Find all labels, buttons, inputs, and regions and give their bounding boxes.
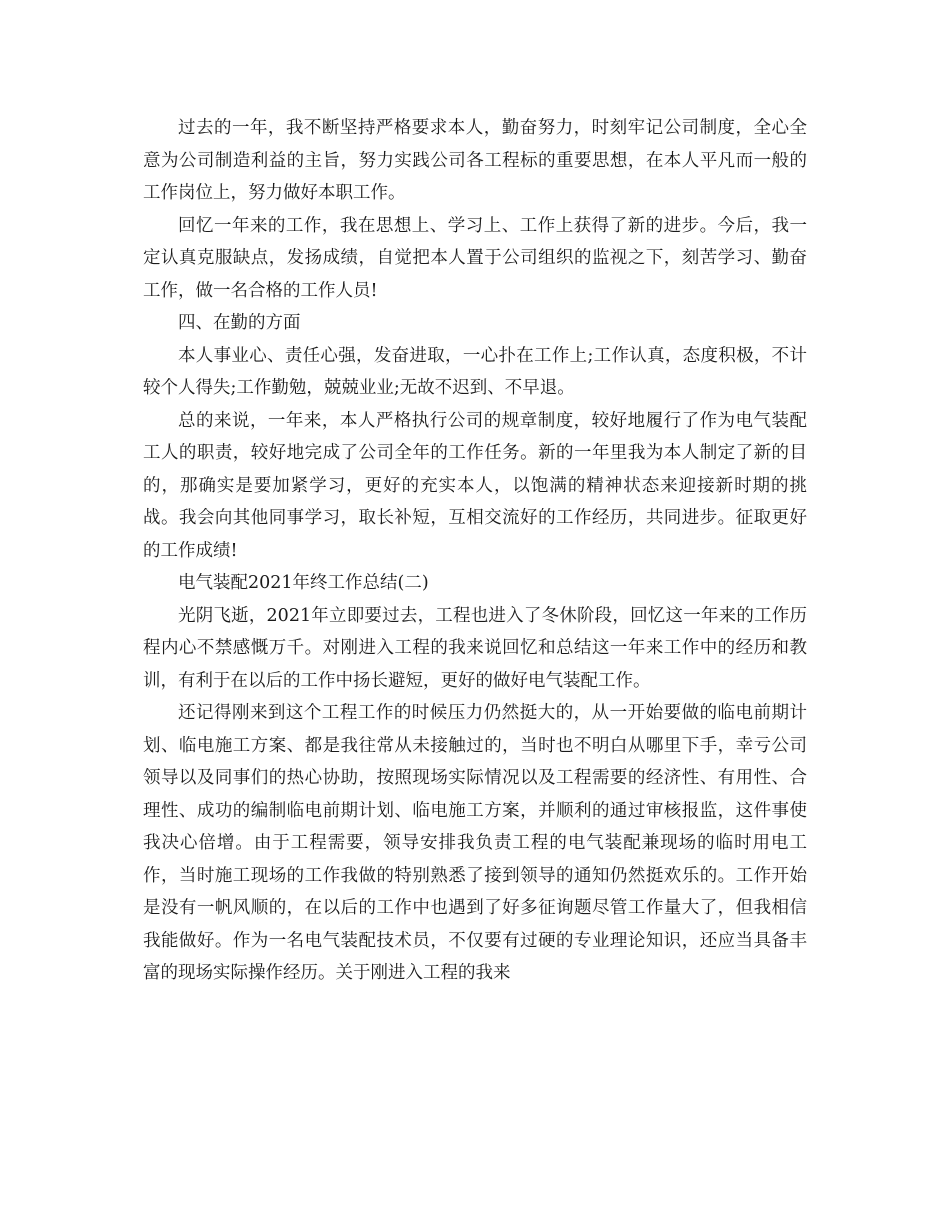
paragraph-2: 回忆一年来的工作，我在思想上、学习上、工作上获得了新的进步。今后，我一定认真克服缺点，发扬成绩，自觉把本人置于公司组织的监视之下，刻苦学习、勤奋工作，做一名合格的工作人员! xyxy=(143,215,807,301)
document-subtitle: 电气装配2021年终工作总结(二) xyxy=(178,573,429,593)
section-heading-diligence: 四、在勤的方面 xyxy=(178,313,301,333)
paragraph-1: 过去的一年，我不断坚持严格要求本人，勤奋努力，时刻牢记公司制度，全心全意为公司制造利益的主旨，努力实践公司各工程标的重要思想，在本人平凡而一般的工作岗位上，努力做好本职工作。 xyxy=(143,118,807,203)
document-page xyxy=(143,112,807,990)
paragraph-5: 光阴飞逝，2021年立即要过去，工程也进入了冬休阶段，回忆这一年来的工作历程内心不禁感慨万千。对刚进入工程的我来说回忆和总结这一年来工作中的经历和教训，有利于在以后的工作中扬长避短，更好的做好电气装配工作。 xyxy=(143,605,807,691)
paragraph-6: 还记得刚来到这个工程工作的时候压力仍然挺大的，从一开始要做的临电前期计划、临电施工方案、都是我往常从未接触过的，当时也不明白从哪里下手，幸亏公司领导以及同事们的热心协助，按照现场实际情况以及工程需要的经济性、有用性、合理性、成功的编制临电前期计划、临电施工方案，并顺利的通过审核报监，这件事使我决心倍增。由于工程需要，领导安排我负责工程的电气装配兼现场的临时用电工作，当时施工现场的工作我做的特别熟悉了接到领导的通知仍然挺欢乐的。工作开始是没有一帆风顺的，在以后的工作中也遇到了好多征询题尽管工作量大了，但我相信我能做好。作为一名电气装配技术员，不仅要有过硬的专业理论知识，还应当具备丰富的现场实际操作经历。关于刚进入工程的我来 xyxy=(143,703,807,983)
paragraph-4: 总的来说，一年来，本人严格执行公司的规章制度，较好地履行了作为电气装配工人的职责，较好地完成了公司全年的工作任务。新的一年里我为本人制定了新的目的，那确实是要加紧学习，更好的充实本人，以饱满的精神状态来迎接新时期的挑战。我会向其他同事学习，取长补短，互相交流好的工作经历，共同进步。征取更好的工作成绩! xyxy=(143,410,807,561)
paragraph-3: 本人事业心、责任心强，发奋进取，一心扑在工作上;工作认真，态度积极，不计较个人得失;工作勤勉，兢兢业业;无故不迟到、不早退。 xyxy=(143,345,807,398)
